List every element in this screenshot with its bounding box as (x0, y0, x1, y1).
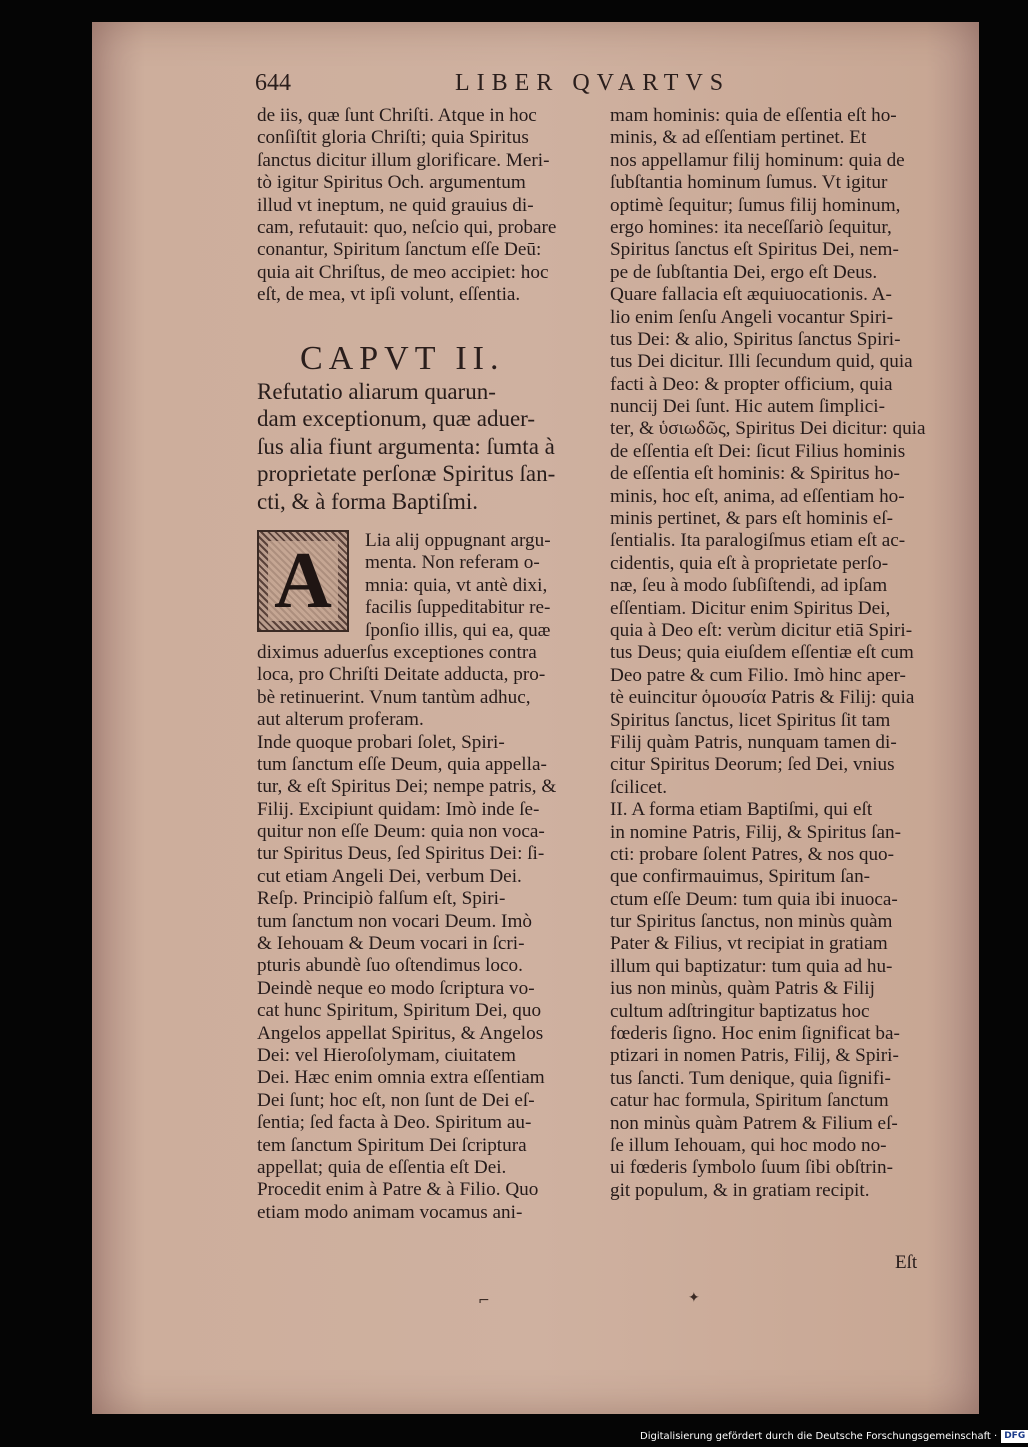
text-line: appellat; quia de eſſentia eſt Dei. (257, 1156, 507, 1178)
text-line: illud vt ineptum, ne quid grauius di- (257, 194, 534, 216)
text-line: tum ſanctum eſſe Deum, quia appella- (257, 753, 547, 775)
text-line: ctum eſſe Deum: tum quia ibi inuoca- (610, 888, 898, 910)
digitization-footer (640, 1428, 1028, 1444)
text-line: cam, refutauit: quo, neſcio qui, probare (257, 216, 557, 238)
text-line: Filij. Excipiunt quidam: Imò inde ſe- (257, 798, 540, 820)
text-line: aut alterum proferam. (257, 709, 424, 731)
print-mark: ⌐ (478, 1293, 490, 1309)
text-line: Inde quoque probari ſolet, Spiri- (257, 731, 505, 753)
text-line: quia à Deo eſt: verùm dicitur etiā Spiri- (610, 619, 913, 641)
text-line: pe de ſubſtantia Dei, ergo eſt Deus. (610, 261, 878, 283)
text-line: ergo homines: ita neceſſariò ſequitur, (610, 216, 892, 238)
text-line: git populum, & in gratiam recipit. (610, 1179, 870, 1201)
text-line: næ, ſeu à modo ſubſiſtendi, ad ipſam (610, 575, 888, 597)
text-line: Reſp. Principiò falſum eſt, Spiri- (257, 888, 506, 910)
text-line: lio enim ſenſu Angeli vocantur Spiri- (610, 306, 893, 328)
text-line: diximus aduerſus exceptiones contra (257, 641, 537, 663)
text-line: cut etiam Angeli Dei, verbum Dei. (257, 865, 522, 887)
text-line: mam hominis: quia de eſſentia eſt ho- (610, 105, 897, 126)
text-line: minis, & ad eſſentiam pertinet. Et (610, 127, 867, 149)
text-line: tem ſanctum Spiritum Dei ſcriptura (257, 1134, 527, 1156)
text-line: quia ait Chriſtus, de meo accipiet: hoc (257, 261, 549, 283)
text-line: ptizari in nomen Patris, Filij, & Spiri- (610, 1045, 899, 1067)
text-line: minis, hoc eſt, anima, ad eſſentiam ho- (610, 485, 905, 507)
text-line: in nomine Patris, Filij, & Spiritus ſan- (610, 821, 902, 843)
text-line: de eſſentia eſt hominis: & Spiritus ho- (610, 463, 900, 485)
text-line: tum ſanctum non vocari Deum. Imò (257, 910, 532, 932)
text-line: ius non minùs, quàm Patris & Filij (610, 978, 875, 1000)
text-line: ter, & ὑσιωδῶς, Spiritus Dei dicitur: quia (610, 418, 926, 440)
text-line: de eſſentia eſt Dei: ſicut Filius hominis (610, 440, 906, 462)
text-line: fœderis ſigno. Hoc enim ſignificat ba- (610, 1023, 900, 1045)
text-line: ſentialis. Ita paralogiſmus etiam eſt ac- (610, 530, 906, 552)
summary-line: ſus alia fiunt argumenta: ſumta à (257, 433, 555, 459)
text-line: de iis, quæ ſunt Chriſti. Atque in hoc (257, 105, 537, 126)
decorated-initial (257, 530, 349, 632)
text-line: tus Deus; quia eiuſdem eſſentiæ eſt cum (610, 642, 914, 664)
text-line: Dei: vel Hieroſolymam, ciuitatem (257, 1044, 516, 1066)
text-line: cultum adſtringitur baptizatus hoc (610, 1000, 870, 1022)
text-line: tus ſancti. Tum denique, quia ſignifi- (610, 1067, 891, 1089)
text-line: tus Dei dicitur. Illi ſecundum quid, quia (610, 351, 913, 373)
text-line: quitur non eſſe Deum: quia non voca- (257, 821, 545, 843)
text-line: eſſentiam. Dicitur enim Spiritus Dei, (610, 597, 891, 619)
catchword: Eſt (895, 1252, 918, 1273)
text-line: Deindè neque eo modo ſcriptura vo- (257, 977, 535, 999)
chapter-heading: CAPVT II. (300, 340, 505, 377)
text-line: que confirmauimus, Spiritum ſan- (610, 866, 871, 888)
text-line: catur hac formula, Spiritum ſanctum (610, 1090, 889, 1112)
text-line: ſubſtantia hominum ſumus. Vt igitur (610, 172, 888, 194)
text-line: tur Spiritus ſanctus, non minùs quàm (610, 911, 893, 933)
chapter-summary (257, 378, 592, 515)
text-line: tus Dei: & alio, Spiritus ſanctus Spiri- (610, 328, 901, 350)
text-line: ſanctus dicitur illum glorificare. Meri- (257, 149, 550, 171)
text-line: Lia alij oppugnant argu- (365, 530, 551, 551)
print-mark: ✦ (688, 1290, 700, 1306)
text-line: tò igitur Spiritus Och. argumentum (257, 172, 526, 194)
text-line: ſentia; ſed facta à Deo. Spiritum au- (257, 1112, 532, 1134)
text-line: Deo patre & cum Filio. Imò hinc aper- (610, 664, 906, 686)
text-line: pturis abundè ſuo oſtendimus loco. (257, 955, 523, 977)
summary-line: dam exceptionum, quæ aduer- (257, 406, 536, 432)
text-line: non minùs quàm Patrem & Filium eſ- (610, 1112, 898, 1134)
text-line: minis pertinet, & pars eſt hominis eſ- (610, 508, 893, 530)
text-line: menta. Non referam o- (365, 552, 540, 574)
text-line: facilis ſuppeditabitur re- (365, 597, 551, 619)
text-line: citur Spiritus Deorum; ſed Dei, vnius (610, 754, 895, 776)
left-column-top (257, 105, 592, 307)
text-line: conantur, Spiritum ſanctum eſſe Deū: (257, 239, 542, 261)
text-line: Filij quàm Patris, nunquam tamen di- (610, 731, 897, 753)
text-line: ſe illum Iehouam, qui hoc modo no- (610, 1134, 887, 1156)
text-line: Quare fallacia eſt æquiuocationis. A- (610, 284, 892, 306)
running-title: LIBER QVARTVS (455, 70, 731, 96)
text-line: & Iehouam & Deum vocari in ſcri- (257, 933, 525, 955)
dfg-logo-icon: DFG (1001, 1430, 1028, 1443)
text-line: tur Spiritus Deus, ſed Spiritus Dei: ſi- (257, 843, 545, 865)
text-line: optimè ſequitur; ſumus filij hominum, (610, 194, 901, 216)
text-line: Spiritus ſanctus eſt Spiritus Dei, nem- (610, 239, 899, 261)
initial-letter: A (268, 541, 338, 621)
text-line: Angelos appellat Spiritus, & Angelos (257, 1022, 544, 1044)
text-line: ſcilicet. (610, 776, 668, 798)
text-line: II. A forma etiam Baptiſmi, qui eſt (610, 799, 873, 821)
text-line: Spiritus ſanctus, licet Spiritus ſit tam (610, 709, 891, 731)
text-line: cat hunc Spiritum, Spiritum Dei, quo (257, 1000, 542, 1022)
summary-line: Refutatio aliarum quarun- (257, 379, 496, 404)
footer-text: Digitalisierung gefördert durch die Deutsche Forschungsgemeinschaft · (640, 1430, 998, 1442)
text-line: tè euincitur ὁμουσία Patris & Filij: quia (610, 687, 915, 709)
text-line: illum qui baptizatur: tum quia ad hu- (610, 955, 893, 977)
text-line: tur, & eſt Spiritus Dei; nempe patris, & (257, 776, 557, 798)
text-line: nos appellamur filij hominum: quia de (610, 149, 905, 171)
text-line: mnia: quia, vt antè dixi, (365, 574, 548, 596)
running-head (255, 70, 915, 102)
left-column-body (257, 530, 592, 1224)
text-line: Procedit enim à Patre & à Filio. Quo (257, 1179, 539, 1201)
text-line: ui fœderis ſymbolo ſuum ſibi obſtrin- (610, 1157, 893, 1179)
text-line: nuncij Dei ſunt. Hic autem ſimplici- (610, 396, 885, 418)
text-line: bè retinuerint. Vnum tantùm adhuc, (257, 686, 531, 708)
text-line: Dei ſunt; hoc eſt, non ſunt de Dei eſ- (257, 1089, 535, 1111)
text-line: loca, pro Chriſti Deitate adducta, pro- (257, 664, 546, 686)
text-line: cidentis, quia eſt à proprietate perſo- (610, 552, 889, 574)
text-line: etiam modo animam vocamus ani- (257, 1201, 523, 1223)
summary-line: cti, & à forma Baptiſmi. (257, 488, 479, 514)
text-line: facti à Deo: & propter officium, quia (610, 373, 893, 395)
text-line: cti: probare ſolent Patres, & nos quo- (610, 843, 895, 865)
page-number: 644 (255, 70, 291, 96)
right-column (610, 105, 935, 1202)
text-line: eſt, de mea, vt ipſi volunt, eſſentia. (257, 284, 521, 306)
text-line: ſponſio illis, qui ea, quæ (365, 619, 551, 641)
text-line: Dei. Hæc enim omnia extra eſſentiam (257, 1067, 545, 1089)
summary-line: proprietate perſonæ Spiritus ſan- (257, 461, 556, 487)
text-line: Pater & Filius, vt recipiat in gratiam (610, 933, 888, 955)
text-line: conſiſtit gloria Chriſti; quia Spiritus (257, 127, 529, 149)
